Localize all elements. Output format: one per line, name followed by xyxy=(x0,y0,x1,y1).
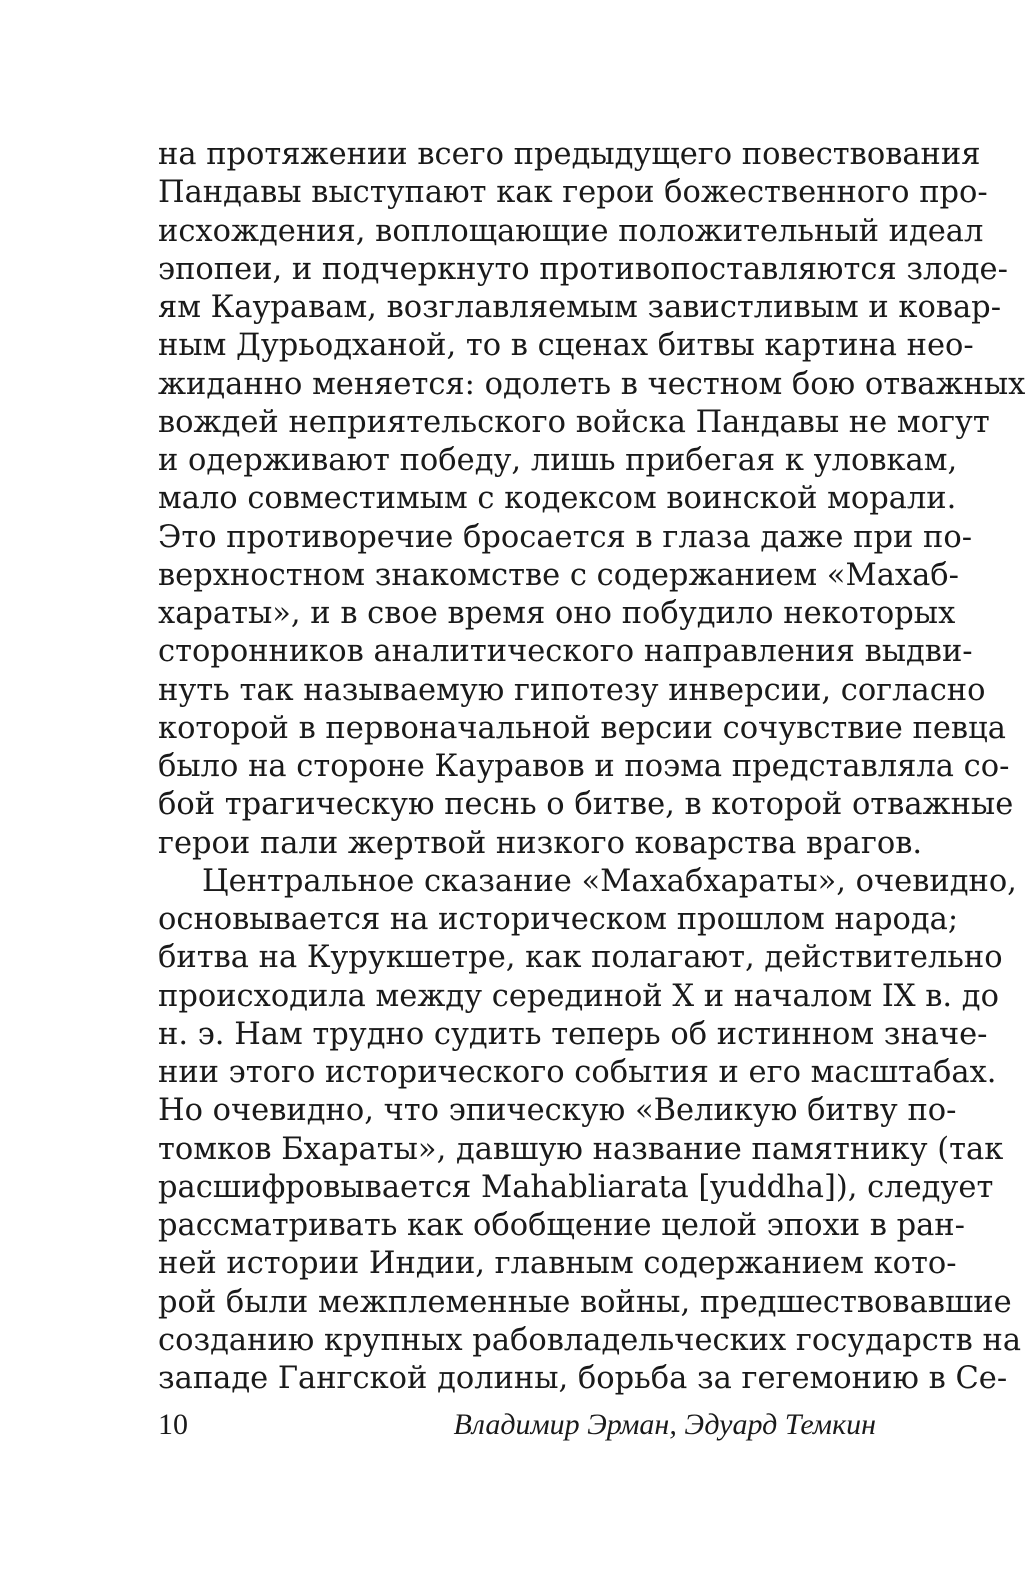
text-line: ям Кауравам, возглавляемым завистливым и ковар- xyxy=(158,290,1002,325)
page-number: 10 xyxy=(158,1408,188,1441)
text-line: битва на Курукшетре, как полагают, действительно xyxy=(158,940,1003,976)
text-line: верхностном знакомстве с содержанием «Махаб- xyxy=(158,557,959,593)
text-line: хараты», и в свое время оно побудило некоторых xyxy=(158,596,956,631)
text-line: происходила между серединой X и началом IX в. до xyxy=(158,978,999,1014)
text-line: эпопеи, и подчеркнуто противопоставляются злоде- xyxy=(158,251,1008,287)
text-line: Это противоречие бросается в глаза даже при по- xyxy=(158,519,973,555)
text-line: рой были межплеменные войны, предшествовавшие xyxy=(158,1284,1012,1320)
text-line: жиданно меняется: одолеть в честном бою отважных xyxy=(158,366,1025,402)
text-line: н. э. Нам трудно судить теперь об истинном значе- xyxy=(158,1016,988,1052)
text-line: нии этого исторического события и его масштабах. xyxy=(158,1055,997,1090)
text-line: мало совместимым с кодексом воинской морали. xyxy=(158,481,957,517)
text-line: расшифровывается Mahabliarata [yuddha]), следует xyxy=(158,1169,994,1205)
text-line: ней истории Индии, главным содержанием кото- xyxy=(158,1246,957,1282)
running-title: Владимир Эрман, Эдуард Темкин xyxy=(453,1408,876,1441)
text-line: Но очевидно, что эпическую «Великую битву по- xyxy=(158,1093,957,1129)
text-line: созданию крупных рабовладельческих государств на xyxy=(158,1322,1022,1358)
text-line: нуть так называемую гипотезу инверсии, согласно xyxy=(158,672,986,708)
text-line: основывается на историческом прошлом народа; xyxy=(158,902,959,937)
text-line: томков Бхараты», давшую название памятнику (так xyxy=(158,1131,1004,1167)
text-line: которой в первоначальной версии сочувствие певца xyxy=(158,710,1006,746)
text-line: на протяжении всего предыдущего повествования xyxy=(158,137,981,172)
text-line: ным Дурьодханой, то в сценах битвы картина нео- xyxy=(158,328,974,364)
text-line: было на стороне Кауравов и поэма представляла со- xyxy=(158,749,1010,784)
text-line: и одерживают победу, лишь прибегая к уловкам, xyxy=(158,443,958,478)
text-line: вождей неприятельского войска Пандавы не могут xyxy=(158,404,990,440)
text-line: бой трагическую песнь о битве, в которой отважные xyxy=(158,787,1014,823)
paragraph-last-line: герои пали жертвой низкого коварства врагов. xyxy=(158,825,923,861)
text-line: сторонников аналитического направления выдви- xyxy=(158,634,973,670)
text-line: западе Гангской долины, борьба за гегемонию в Се- xyxy=(158,1361,1008,1396)
text-line: рассматривать как обобщение целой эпохи в ран- xyxy=(158,1208,965,1243)
body-text xyxy=(158,136,1025,1398)
page-footer xyxy=(158,1405,876,1445)
text-line: исхождения, воплощающие положительный идеал xyxy=(158,213,984,249)
text-line: Пандавы выступают как герои божественного про- xyxy=(158,175,988,211)
paragraph-first-line: Центральное сказание «Махабхараты», очевидно, xyxy=(202,863,1017,899)
